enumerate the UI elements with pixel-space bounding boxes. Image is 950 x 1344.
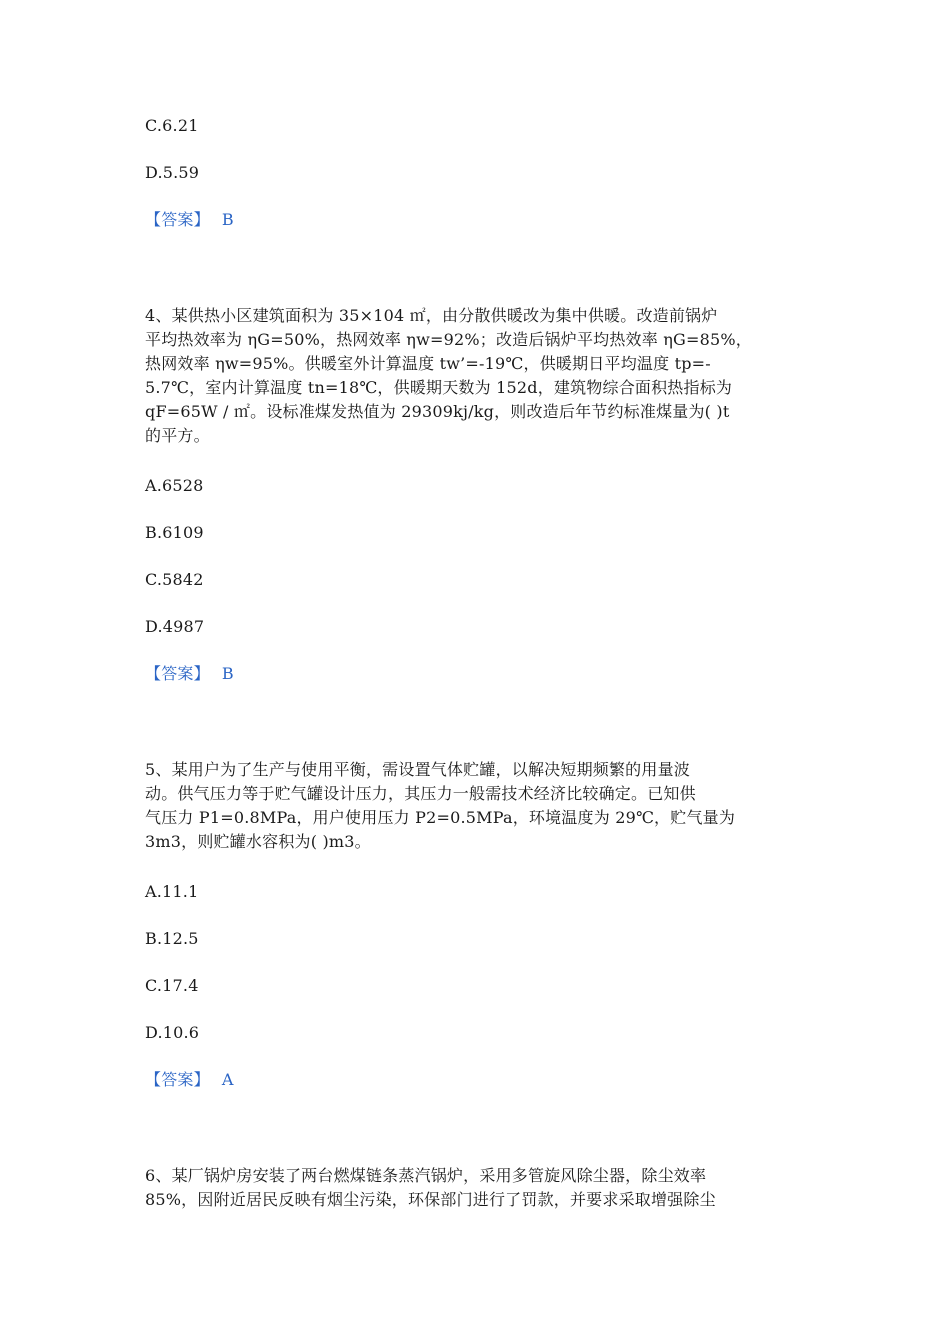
answer-value: B bbox=[221, 664, 234, 683]
q5-stem-line-4: 3m3，则贮罐水容积为( )m3。 bbox=[145, 832, 371, 851]
q3-option-c: C.6.21 bbox=[145, 116, 199, 135]
q4-stem-line-2: 平均热效率为 ηG=50%，热网效率 ηw=92%；改造后锅炉平均热效率 ηG=85%， bbox=[145, 330, 752, 349]
q4-stem-line-5: qF=65W / ㎡。设标准煤发热值为 29309kj/kg，则改造后年节约标准煤量为( )t bbox=[145, 402, 730, 421]
q5-option-b: B.12.5 bbox=[145, 929, 199, 948]
q5-stem-line-1: 5、某用户为了生产与使用平衡，需设置气体贮罐，以解决短期频繁的用量波 bbox=[145, 760, 690, 779]
q4-answer bbox=[145, 662, 234, 686]
q5-option-c: C.17.4 bbox=[145, 976, 199, 995]
q4-stem-line-6: 的平方。 bbox=[145, 426, 210, 445]
q4-option-a: A.6528 bbox=[145, 476, 204, 495]
answer-label: 【答案】 bbox=[145, 210, 210, 229]
q5-stem-line-3: 气压力 P1=0.8MPa，用户使用压力 P2=0.5MPa，环境温度为 29℃，贮气量为 bbox=[145, 808, 736, 827]
answer-value: A bbox=[221, 1070, 234, 1089]
q4-option-b: B.6109 bbox=[145, 523, 204, 542]
q4-stem-line-1: 4、某供热小区建筑面积为 35×104 ㎡，由分散供暖改为集中供暖。改造前锅炉 bbox=[145, 306, 718, 325]
q5-option-d: D.10.6 bbox=[145, 1023, 200, 1042]
q4-option-d: D.4987 bbox=[145, 617, 205, 636]
answer-value: B bbox=[221, 210, 234, 229]
q4-stem-line-4: 5.7℃，室内计算温度 tn=18℃，供暖期天数为 152d，建筑物综合面积热指标为 bbox=[145, 378, 733, 397]
q6-stem-line-1: 6、某厂锅炉房安装了两台燃煤链条蒸汽锅炉，采用多管旋风除尘器，除尘效率 bbox=[145, 1166, 707, 1185]
answer-label: 【答案】 bbox=[145, 664, 210, 683]
q4-option-c: C.5842 bbox=[145, 570, 204, 589]
q5-answer bbox=[145, 1068, 234, 1092]
q5-stem-line-2: 动。供气压力等于贮气罐设计压力，其压力一般需技术经济比较确定。已知供 bbox=[145, 784, 696, 803]
q4-stem-line-3: 热网效率 ηw=95%。供暖室外计算温度 tw’=-19℃，供暖期日平均温度 tp=- bbox=[145, 354, 711, 373]
answer-label: 【答案】 bbox=[145, 1070, 210, 1089]
q3-option-d: D.5.59 bbox=[145, 163, 200, 182]
q6-stem-line-2: 85%，因附近居民反映有烟尘污染，环保部门进行了罚款，并要求采取增强除尘 bbox=[145, 1190, 716, 1209]
q3-answer bbox=[145, 208, 234, 232]
q5-option-a: A.11.1 bbox=[145, 882, 199, 901]
